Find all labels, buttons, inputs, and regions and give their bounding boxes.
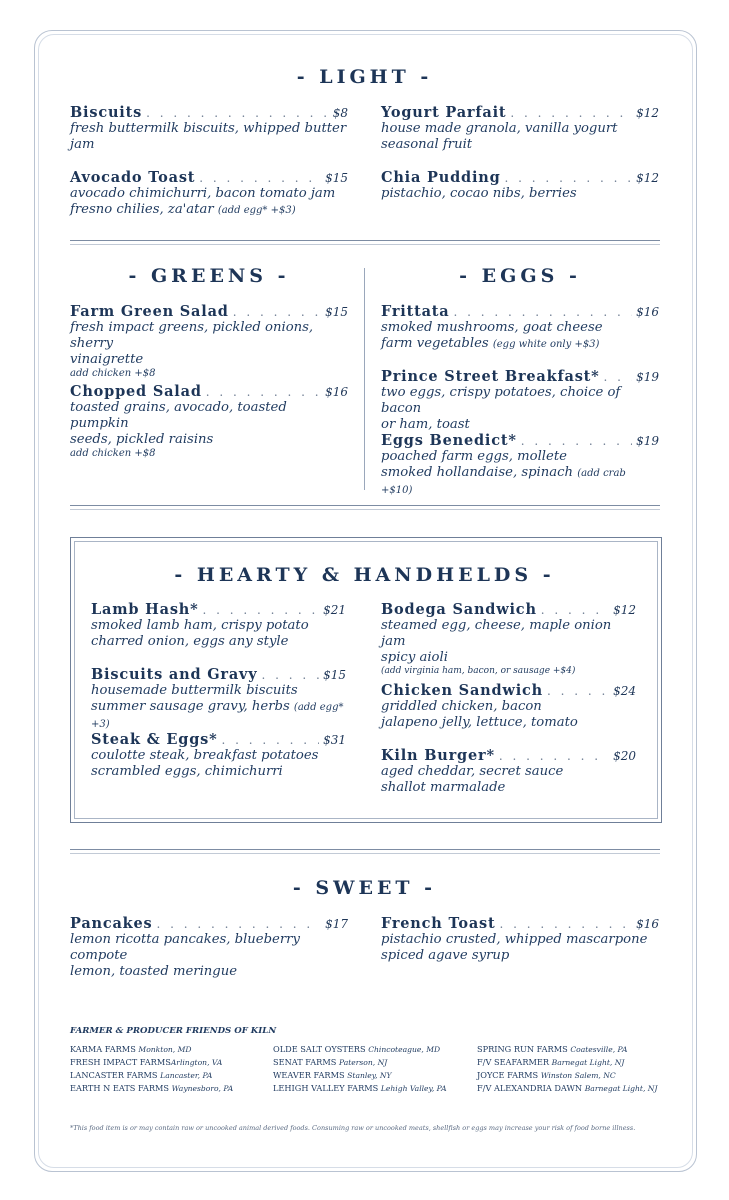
menu-item-eggs-benedict: [381, 432, 659, 499]
item-desc: two eggs, crispy potatoes, choice of bacon: [381, 385, 621, 416]
divider: [70, 240, 660, 241]
item-desc: seeds, pickled raisins: [70, 432, 214, 447]
item-price: $15: [323, 668, 346, 682]
item-price: $20: [613, 749, 636, 763]
farm-column-1: [70, 1043, 270, 1095]
item-desc: aged cheddar, secret sauce: [381, 764, 564, 779]
item-desc: pistachio, cocao nibs, berries: [381, 186, 577, 201]
menu-item-avocado-toast: [70, 169, 348, 219]
item-name: Biscuits and Gravy: [91, 666, 258, 683]
item-desc: or ham, toast: [381, 417, 470, 432]
item-price: $24: [613, 684, 636, 698]
divider: [70, 853, 660, 854]
farm-name: FRESH IMPACT FARMS: [70, 1057, 171, 1067]
item-desc: charred onion, eggs any style: [91, 634, 289, 649]
item-name: Biscuits: [70, 104, 143, 121]
farm-column-3: [477, 1043, 677, 1095]
item-desc: spicy aioli: [381, 650, 448, 665]
menu-item-french-toast: [381, 915, 659, 964]
section-title-eggs: - EGGS -: [459, 265, 581, 287]
item-name: Chopped Salad: [70, 383, 202, 400]
item-desc: coulotte steak, breakfast potatoes: [91, 748, 319, 763]
farm-column-2: [273, 1043, 473, 1095]
menu-item-yogurt-parfait: [381, 104, 659, 153]
item-price: $12: [636, 171, 659, 185]
item-name: Pancakes: [70, 915, 153, 932]
farm-friends-title: FARMER & PRODUCER FRIENDS OF KILN: [70, 1026, 277, 1036]
item-desc: shallot marmalade: [381, 780, 506, 795]
farm-location: Waynesboro, PA: [171, 1084, 234, 1093]
item-note: (add egg* +$3): [217, 205, 296, 216]
item-price: $12: [636, 106, 659, 120]
menu-item-pancakes: [70, 915, 348, 980]
item-name: Yogurt Parfait: [381, 104, 507, 121]
item-price: $15: [325, 171, 348, 185]
section-title-sweet: - SWEET -: [292, 877, 437, 899]
item-note: (add virginia ham, bacon, or sausage +$4): [381, 666, 576, 676]
item-note: (add crab +$10): [381, 468, 626, 496]
item-note: (add egg* +3): [91, 702, 344, 730]
menu-item-bodega-sandwich: [381, 601, 636, 676]
farm-location: Lehigh Valley, PA: [380, 1084, 447, 1093]
menu-item-chicken-sandwich: [381, 682, 636, 731]
item-desc: jam: [70, 137, 95, 152]
item-desc: toasted grains, avocado, toasted pumpkin: [70, 400, 287, 431]
farm-location: Stanley, NY: [347, 1071, 392, 1080]
item-name: Kiln Burger*: [381, 747, 495, 764]
divider: [70, 849, 660, 850]
farm-name: WEAVER FARMS: [273, 1070, 345, 1080]
item-price: $21: [323, 603, 346, 617]
farm-location: Lancaster, PA: [160, 1071, 213, 1080]
item-price: $19: [636, 370, 659, 384]
farm-name: OLDE SALT OYSTERS: [273, 1044, 366, 1054]
item-desc: steamed egg, cheese, maple onion jam: [381, 618, 612, 649]
farm-location: Chincoteague, MD: [368, 1045, 441, 1054]
item-desc: housemade buttermilk biscuits: [91, 683, 298, 698]
item-desc: smoked hollandaise, spinach: [381, 465, 574, 480]
item-name: Lamb Hash*: [91, 601, 199, 618]
item-desc: seasonal fruit: [381, 137, 473, 152]
item-desc: summer sausage gravy, herbs: [91, 699, 290, 714]
item-desc: lemon, toasted meringue: [70, 964, 238, 979]
item-desc: house made granola, vanilla yogurt: [381, 121, 618, 136]
farm-name: LEHIGH VALLEY FARMS: [273, 1083, 379, 1093]
item-name: Bodega Sandwich: [381, 601, 537, 618]
menu-item-chia-pudding: [381, 169, 659, 202]
item-desc: scrambled eggs, chimichurri: [91, 764, 283, 779]
menu-item-lamb-hash: [91, 601, 346, 650]
farm-location: Winston Salem, NC: [540, 1071, 616, 1080]
section-title-hearty: - HEARTY & HANDHELDS -: [174, 564, 555, 586]
item-name: Frittata: [381, 303, 450, 320]
menu-item-frittata: [381, 303, 659, 353]
item-desc: smoked lamb ham, crispy potato: [91, 618, 309, 633]
farm-name: F/V SEAFARMER: [477, 1057, 550, 1067]
item-desc: fresh impact greens, pickled onions, sherry: [70, 320, 314, 351]
item-name: Farm Green Salad: [70, 303, 229, 320]
item-desc: fresno chilies, za'atar: [70, 202, 214, 217]
farm-friends: [70, 1026, 670, 1093]
menu-item-kiln-burger: [381, 747, 636, 796]
item-price: $15: [325, 305, 348, 319]
farm-location: Monkton, MD: [138, 1045, 192, 1054]
farm-name: F/V ALEXANDRIA DAWN: [477, 1083, 583, 1093]
item-name: Chicken Sandwich: [381, 682, 543, 699]
item-name: Steak & Eggs*: [91, 731, 218, 748]
farm-location: Barnegat Light, NJ: [551, 1058, 625, 1067]
farm-name: KARMA FARMS: [70, 1044, 136, 1054]
menu-item-steak-and-eggs: [91, 731, 346, 780]
item-desc: spiced agave syrup: [381, 948, 510, 963]
item-desc: avocado chimichurri, bacon tomato jam: [70, 186, 336, 201]
item-name: Prince Street Breakfast*: [381, 368, 600, 385]
item-price: $16: [636, 917, 659, 931]
item-desc: pistachio crusted, whipped mascarpone: [381, 932, 648, 947]
item-price: $17: [325, 917, 348, 931]
farm-location: Paterson, NJ: [338, 1058, 388, 1067]
menu-item-prince-street-breakfast: [381, 368, 659, 433]
farm-name: JOYCE FARMS: [477, 1070, 539, 1080]
item-note: add chicken +$8: [70, 368, 156, 379]
menu-item-biscuits-and-gravy: [91, 666, 346, 733]
item-desc: jalapeno jelly, lettuce, tomato: [381, 715, 578, 730]
section-title-light: - LIGHT -: [296, 66, 433, 88]
item-price: $19: [636, 434, 659, 448]
divider: [70, 509, 660, 510]
divider: [70, 505, 660, 506]
item-desc: smoked mushrooms, goat cheese: [381, 320, 603, 335]
item-name: French Toast: [381, 915, 496, 932]
item-name: Chia Pudding: [381, 169, 501, 186]
menu-item-farm-green-salad: [70, 303, 348, 379]
column-divider: [364, 268, 365, 490]
item-price: $16: [325, 385, 348, 399]
item-desc: fresh buttermilk biscuits, whipped butter: [70, 121, 347, 136]
item-note: (egg white only +$3): [492, 339, 600, 350]
farm-name: EARTH N EATS FARMS: [70, 1083, 170, 1093]
item-desc: farm vegetables: [381, 336, 489, 351]
menu-item-chopped-salad: [70, 383, 348, 459]
item-price: $12: [613, 603, 636, 617]
farm-name: LANCASTER FARMS: [70, 1070, 158, 1080]
farm-name: SENAT FARMS: [273, 1057, 337, 1067]
item-name: Eggs Benedict*: [381, 432, 517, 449]
raw-food-disclaimer: *This food item is or may contain raw or uncooked animal derived foods. Consuming raw or uncooked meats, shellfish or eggs may increase your risk of food borne illness.: [70, 1124, 636, 1132]
section-title-greens: - GREENS -: [128, 265, 290, 287]
item-note: add chicken +$8: [70, 448, 156, 459]
farm-location: Coatesville, PA: [570, 1045, 628, 1054]
farm-name: SPRING RUN FARMS: [477, 1044, 568, 1054]
item-desc: lemon ricotta pancakes, blueberry compote: [70, 932, 300, 963]
menu-item-biscuits: [70, 104, 348, 153]
farm-location: Barnegat Light, NJ: [584, 1084, 658, 1093]
item-price: $16: [636, 305, 659, 319]
item-name: Avocado Toast: [70, 169, 196, 186]
item-price: $31: [323, 733, 346, 747]
farm-location: Arlington, VA: [170, 1058, 223, 1067]
item-desc: griddled chicken, bacon: [381, 699, 542, 714]
item-price: $8: [332, 106, 348, 120]
item-desc: vinaigrette: [70, 352, 144, 367]
item-desc: poached farm eggs, mollete: [381, 449, 567, 464]
divider: [70, 244, 660, 245]
